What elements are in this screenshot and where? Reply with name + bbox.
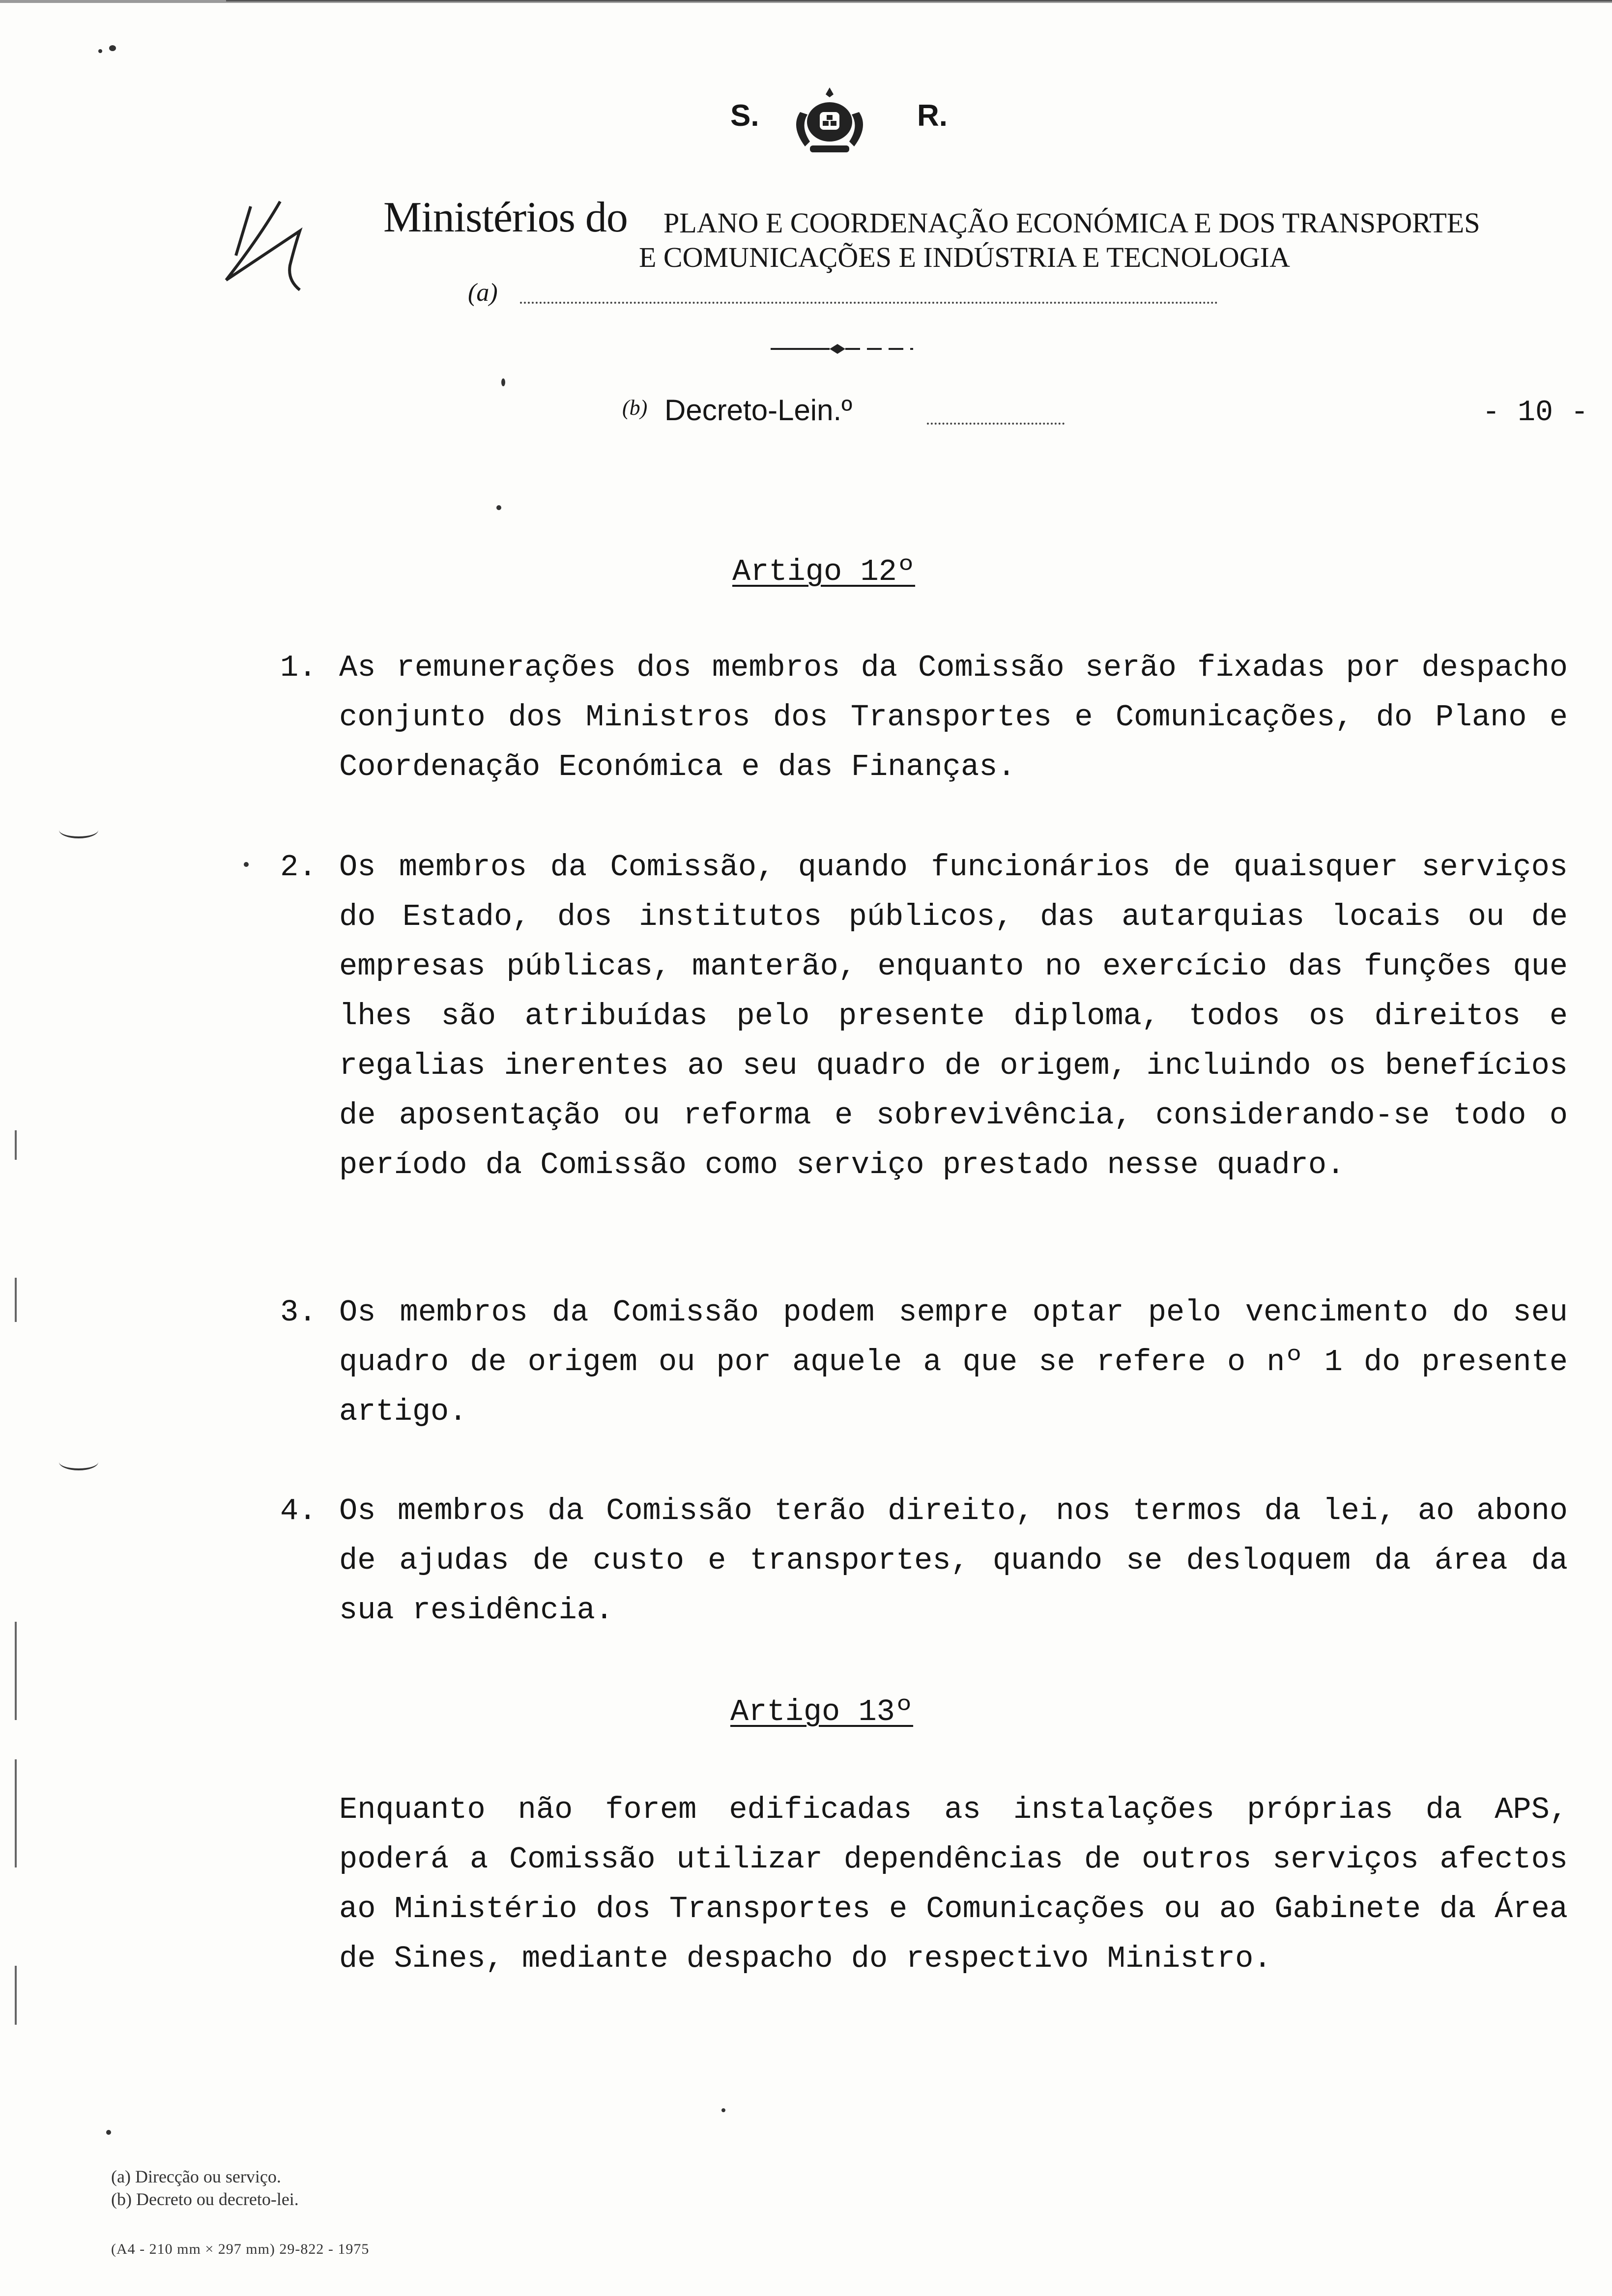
field-a-fill-line xyxy=(520,302,1218,304)
paragraph-number: 4. xyxy=(280,1493,317,1528)
scan-speck xyxy=(98,49,102,53)
handwritten-initials-icon xyxy=(216,197,324,305)
article-13-paragraph: Enquanto não forem edificadas as instalações próprias da APS, poderá a Comissão utilizar dependências de outros serviços afectos ao Ministério dos Transportes e Comunicações ou ao Gabinete da Área de Sines, mediante despacho do respectivo Ministro. xyxy=(339,1792,1568,1976)
ministry-names-line1: PLANO E COORDENAÇÃO ECONÓMICA E DOS TRANSPORTES xyxy=(663,207,1480,239)
decree-number-label: Decreto-Lein.º xyxy=(664,394,853,427)
scan-speck xyxy=(721,2108,725,2112)
article-12-paragraph-1 xyxy=(280,643,1568,792)
paragraph-number: 1. xyxy=(280,650,317,685)
margin-punch-mark xyxy=(59,1454,98,1470)
ministry-title: Ministérios do xyxy=(383,194,628,241)
article-12-heading: Artigo 12º xyxy=(732,554,916,589)
republic-initial-r: R. xyxy=(917,99,948,133)
ministry-names-line2: E COMUNICAÇÕES E INDÚSTRIA E TECNOLOGIA xyxy=(639,241,1290,273)
margin-scan-mark xyxy=(15,1759,17,1867)
article-12-paragraph-2 xyxy=(280,842,1568,1190)
article-12-paragraph-4 xyxy=(280,1486,1568,1635)
scan-speck xyxy=(496,505,501,510)
margin-scan-mark xyxy=(15,1966,17,2025)
article-13-heading: Artigo 13º xyxy=(730,1694,914,1729)
scan-speck xyxy=(109,45,116,51)
paragraph-text: As remunerações dos membros da Comissão serão fixadas por despacho conjunto dos Ministros dos Transportes e Comunicações, do Plano e Coordenação Económica e das Finanças. xyxy=(339,650,1568,784)
paragraph-text: Os membros da Comissão podem sempre optar pelo vencimento do seu quadro de origem ou por aquele a que se refere o nº 1 do presente artigo. xyxy=(339,1295,1568,1429)
field-a-label: (a) xyxy=(468,279,498,307)
footnote-b: (b) Decreto ou decreto-lei. xyxy=(111,2189,299,2209)
decree-number-fill-line xyxy=(927,423,1065,425)
coat-of-arms-icon xyxy=(785,83,874,161)
scan-speck xyxy=(244,862,249,867)
paragraph-number: 2. xyxy=(280,850,317,885)
margin-scan-mark xyxy=(15,1622,17,1720)
form-reference: (A4 - 210 mm × 297 mm) 29-822 - 1975 xyxy=(111,2241,370,2257)
top-border-line xyxy=(226,0,1612,1)
margin-scan-mark xyxy=(15,1278,17,1322)
ornament-divider-icon xyxy=(771,339,913,359)
margin-scan-mark xyxy=(15,1130,17,1160)
page-number: - 10 - xyxy=(1482,396,1589,430)
footnote-a: (a) Direcção ou serviço. xyxy=(111,2167,281,2186)
decree-label-b: (b) xyxy=(622,396,648,420)
paragraph-number: 3. xyxy=(280,1295,317,1330)
republic-initial-s: S. xyxy=(730,99,759,133)
scan-speck xyxy=(106,2130,111,2135)
paragraph-text: Os membros da Comissão, quando funcionários de quaisquer serviços do Estado, dos institutos públicos, das autarquias locais ou de empresas públicas, manterão, enquanto no exercício das funções que lhes são atribuídas pelo presente diploma, todos os direitos e regalias inerentes ao seu quadro de origem, incluindo os benefícios de aposentação ou reforma e sobrevivência, considerando-se todo o período da Comissão como serviço prestado nesse quadro. xyxy=(339,850,1568,1182)
paragraph-text: Os membros da Comissão terão direito, nos termos da lei, ao abono de ajudas de custo e transportes, quando se desloquem da área da sua residência. xyxy=(339,1493,1568,1628)
scan-speck xyxy=(501,378,505,386)
article-12-paragraph-3 xyxy=(280,1288,1568,1436)
margin-punch-mark xyxy=(59,822,98,838)
